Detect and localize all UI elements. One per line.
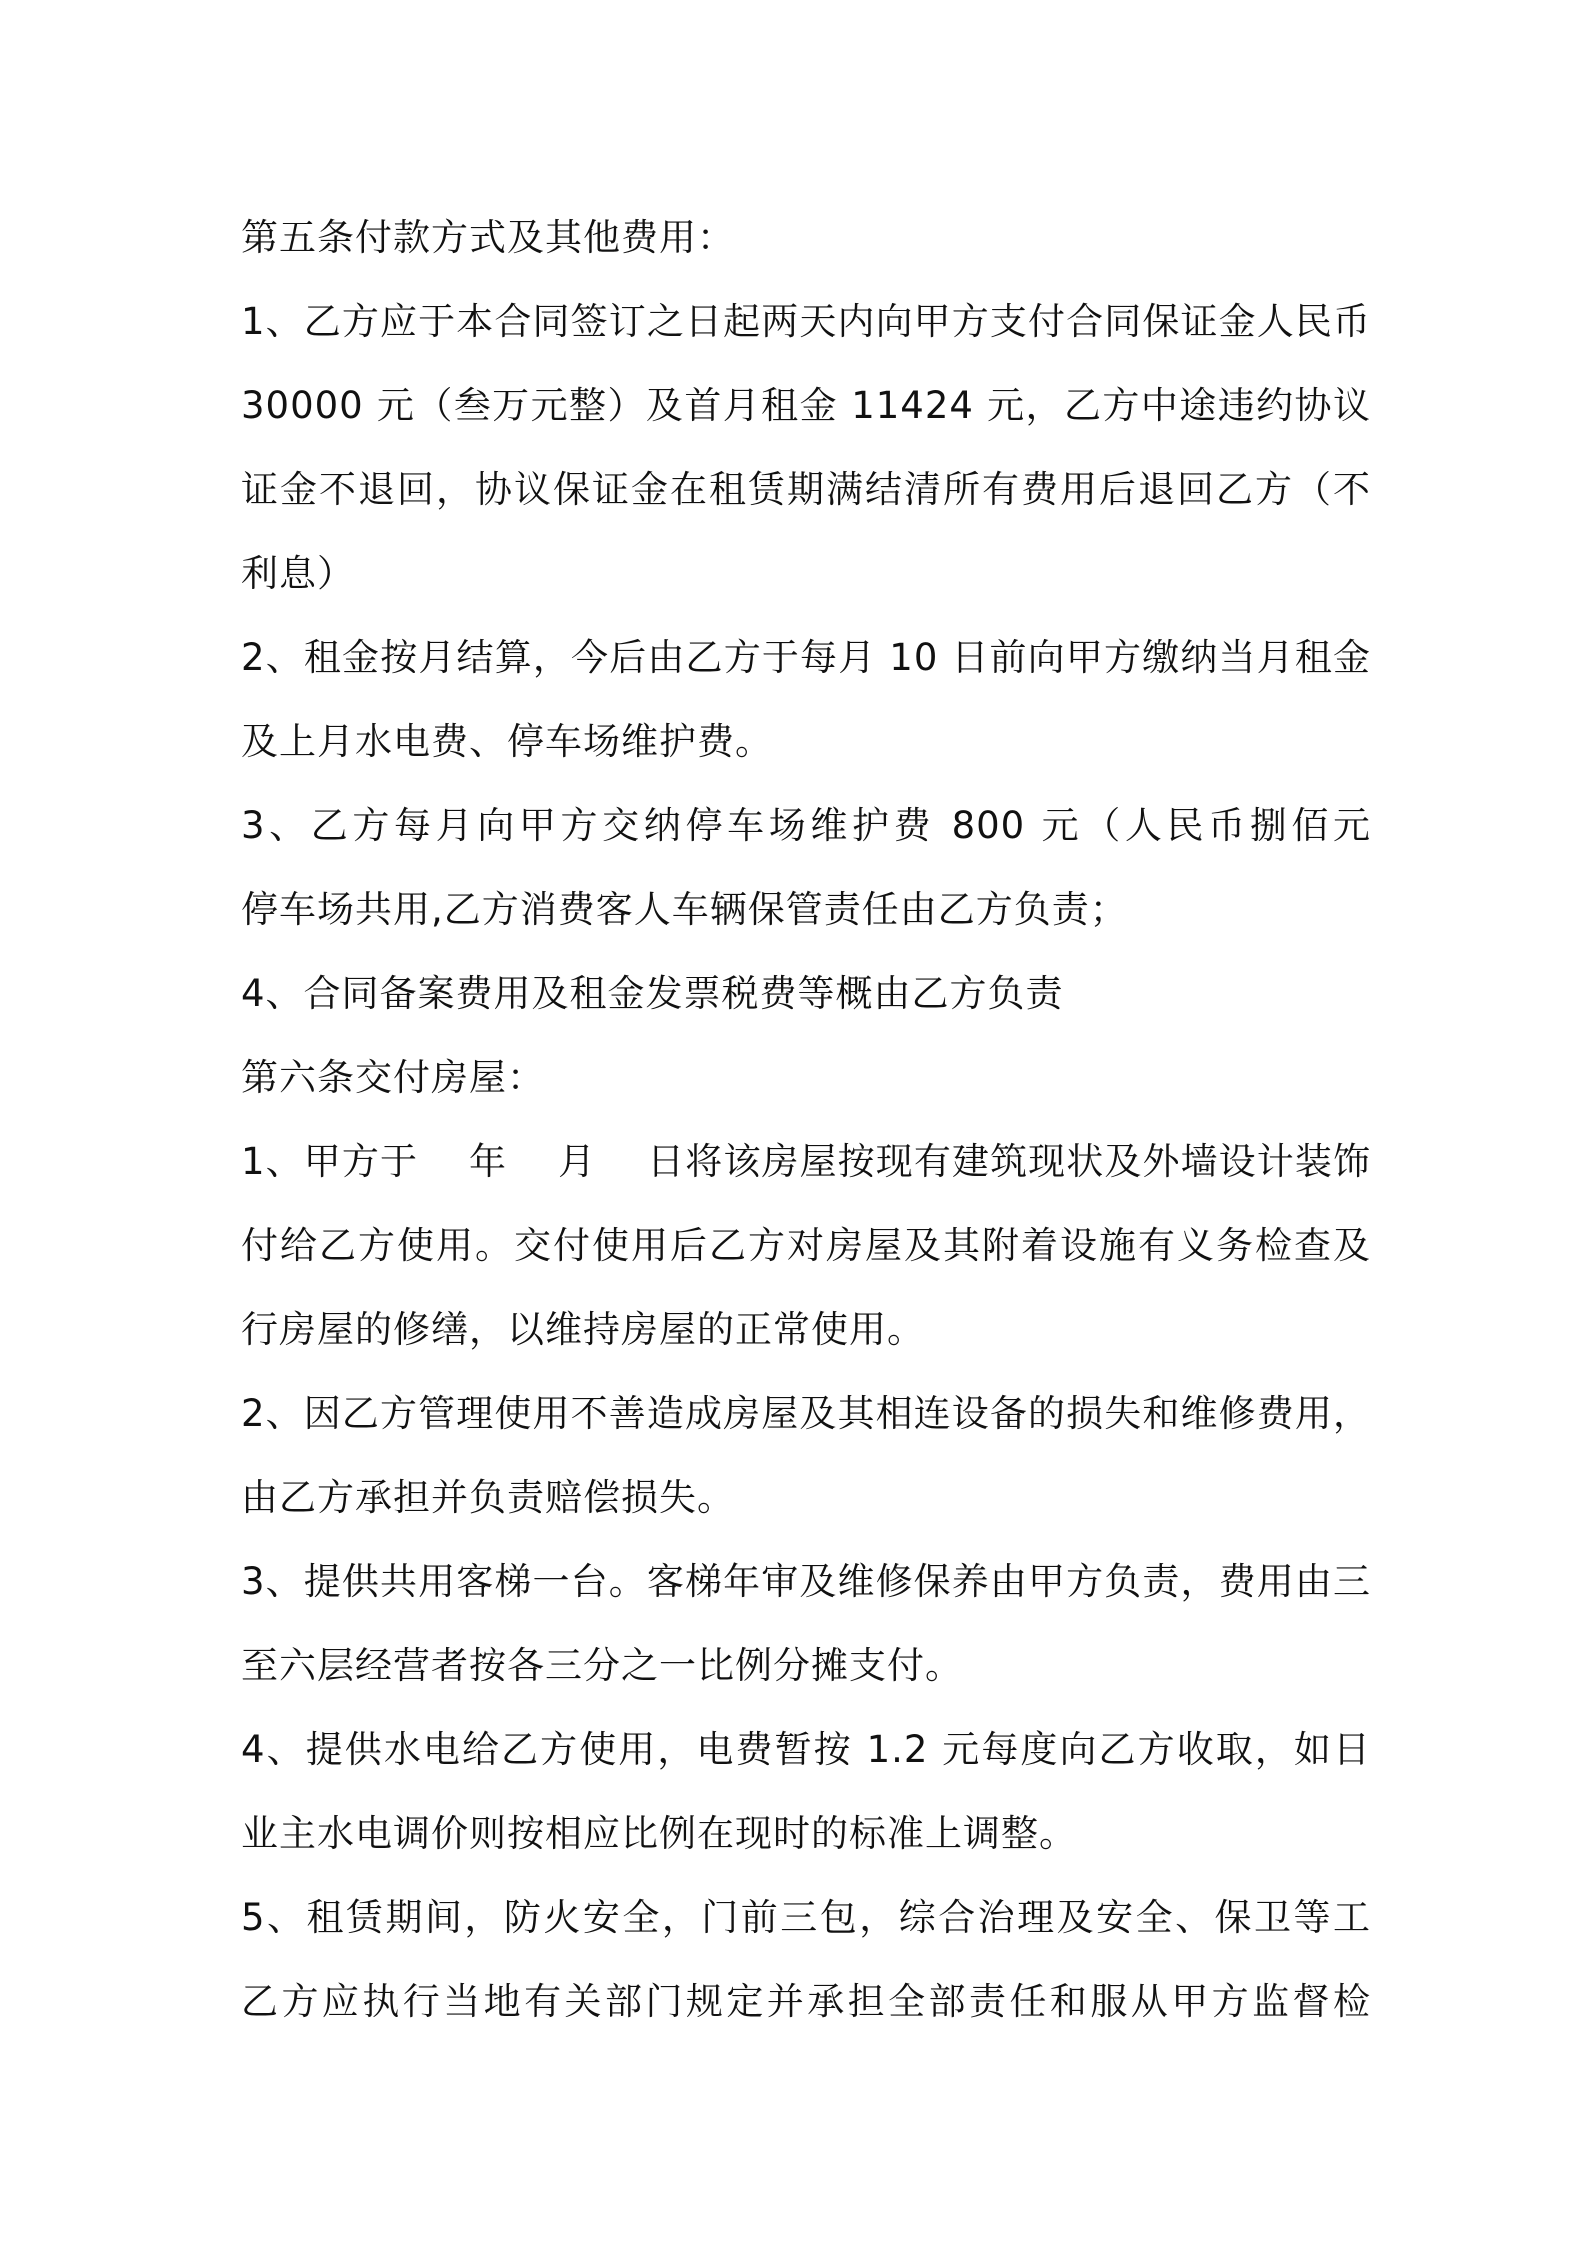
text-line: 行房屋的修缮，以维持房屋的正常使用。 xyxy=(241,1308,925,1351)
text-line: 付给乙方使用。交付使用后乙方对房屋及其附着设施有义务检查及 xyxy=(241,1224,1371,1267)
text-line: 4、合同备案费用及租金发票税费等概由乙方负责 xyxy=(241,972,1064,1015)
text-line: 3、乙方每月向甲方交纳停车场维护费 800 元（人民币捌佰元 xyxy=(241,804,1371,847)
text-line: 停车场共用,乙方消费客人车辆保管责任由乙方负责； xyxy=(241,888,1128,931)
text-line: 5、租赁期间，防火安全，门前三包，综合治理及安全、保卫等工 xyxy=(241,1896,1371,1939)
text-line: 证金不退回，协议保证金在租赁期满结清所有费用后退回乙方（不 xyxy=(241,468,1371,511)
text-line: 乙方应执行当地有关部门规定并承担全部责任和服从甲方监督检 xyxy=(241,1980,1371,2023)
text-line: 利息） xyxy=(241,552,355,595)
text-line: 及上月水电费、停车场维护费。 xyxy=(241,720,773,763)
contract-text xyxy=(241,196,1371,2044)
text-line: 4、提供水电给乙方使用，电费暂按 1.2 元每度向乙方收取，如日 xyxy=(241,1728,1371,1771)
text-line: 2、因乙方管理使用不善造成房屋及其相连设备的损失和维修费用， xyxy=(241,1392,1371,1435)
text-line: 2、租金按月结算，今后由乙方于每月 10 日前向甲方缴纳当月租金 xyxy=(241,636,1371,679)
text-line: 业主水电调价则按相应比例在现时的标准上调整。 xyxy=(241,1812,1077,1855)
text-line: 1、甲方于 年 月 日将该房屋按现有建筑现状及外墙设计装饰 xyxy=(241,1140,1371,1183)
text-line: 3、提供共用客梯一台。客梯年审及维修保养由甲方负责，费用由三 xyxy=(241,1560,1371,1603)
text-line: 1、乙方应于本合同签订之日起两天内向甲方支付合同保证金人民币 xyxy=(241,300,1371,343)
text-line: 30000 元（叁万元整）及首月租金 11424 元，乙方中途违约协议 xyxy=(241,384,1371,427)
text-line: 至六层经营者按各三分之一比例分摊支付。 xyxy=(241,1644,963,1687)
section-heading-6: 第六条交付房屋： xyxy=(241,1056,545,1099)
section-heading-5: 第五条付款方式及其他费用： xyxy=(241,216,735,259)
text-line: 由乙方承担并负责赔偿损失。 xyxy=(241,1476,735,1519)
